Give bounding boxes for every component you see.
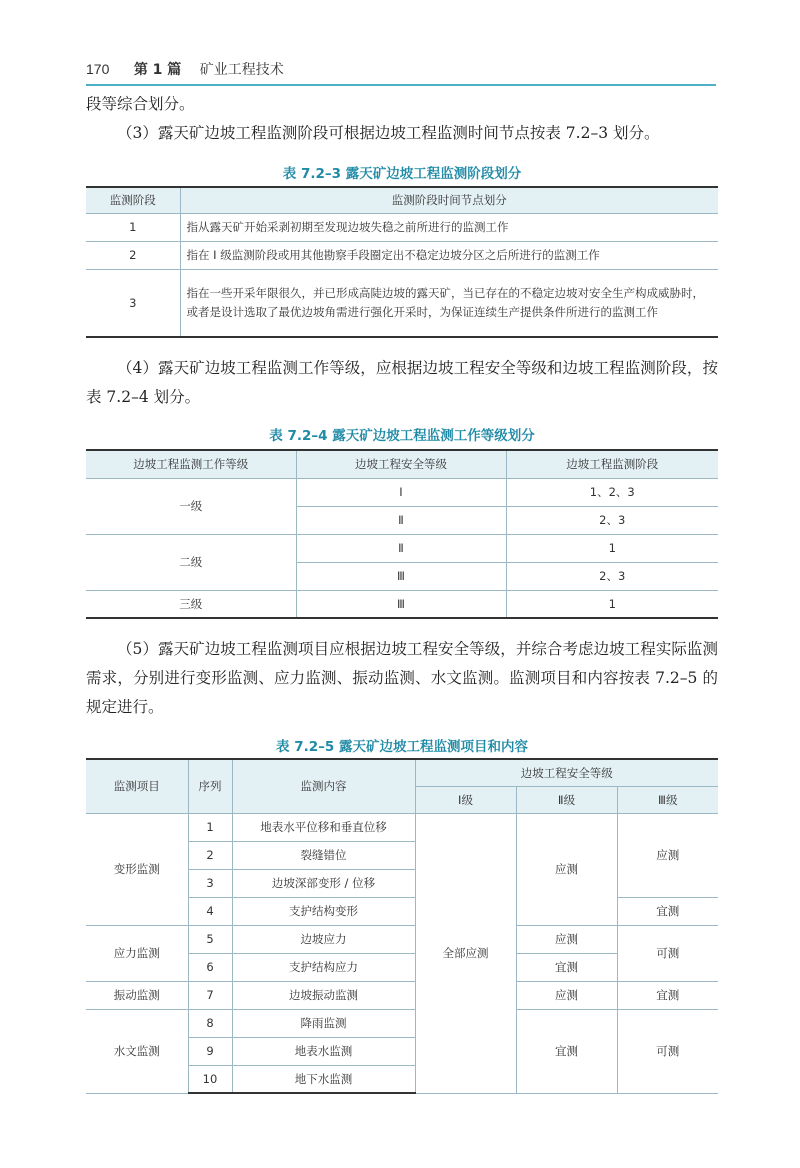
stage-cell: 2、3: [506, 506, 718, 534]
item-cell: 水文监测: [86, 1009, 188, 1093]
desc-cell: 指在一些开采年限很久，并已形成高陡边坡的露天矿，当已存在的不稳定边坡对安全生产构成威胁时，或者是设计选取了最优边坡角需进行强化开采时，为保证连续生产提供条件所进行的监测工作: [180, 269, 718, 337]
seq-cell: 2: [188, 841, 232, 869]
item-cell: 振动监测: [86, 981, 188, 1009]
seq-cell: 8: [188, 1009, 232, 1037]
table-header-cell: Ⅱ级: [516, 786, 617, 813]
table-7-2-4: [86, 449, 718, 619]
content-cell: 降雨监测: [232, 1009, 415, 1037]
seq-cell: 10: [188, 1065, 232, 1093]
g2-cell: 应测: [516, 813, 617, 925]
safety-cell: Ⅱ: [296, 506, 506, 534]
seq-cell: 9: [188, 1037, 232, 1065]
content-cell: 边坡振动监测: [232, 981, 415, 1009]
content-cell: 地下水监测: [232, 1065, 415, 1093]
grade-cell: 三级: [86, 590, 296, 618]
table-header-cell: 监测阶段时间节点划分: [180, 187, 718, 213]
seq-cell: 4: [188, 897, 232, 925]
content-cell: 裂缝错位: [232, 841, 415, 869]
seq-cell: 3: [188, 869, 232, 897]
table-header-cell: 边坡工程安全等级: [296, 450, 506, 478]
item-cell: 应力监测: [86, 925, 188, 981]
part-label: 第 1 篇: [133, 62, 182, 78]
stage-cell: 1: [506, 590, 718, 618]
stage-cell: 3: [86, 269, 180, 337]
table-7-2-5: [86, 758, 718, 1094]
table-header-cell: 监测内容: [232, 759, 415, 813]
g2-cell: 应测: [516, 981, 617, 1009]
g3-cell: 可测: [617, 925, 718, 981]
table-row: [86, 1009, 718, 1037]
content-cell: 边坡深部变形 / 位移: [232, 869, 415, 897]
stage-cell: 2: [86, 241, 180, 269]
table-row: [86, 534, 718, 562]
content-cell: 支护结构应力: [232, 953, 415, 981]
table-row: [86, 925, 718, 953]
table-header-cell: 监测阶段: [86, 187, 180, 213]
table-7-2-3: [86, 186, 718, 338]
seq-cell: 7: [188, 981, 232, 1009]
table-7-2-5-caption: 表 7.2–5 露天矿边坡工程监测项目和内容: [276, 739, 528, 755]
table-header-cell: Ⅰ级: [415, 786, 516, 813]
desc-cell: 指在 Ⅰ 级监测阶段或用其他勘察手段圈定出不稳定边坡分区之后所进行的监测工作: [180, 241, 718, 269]
seq-cell: 6: [188, 953, 232, 981]
desc-cell: 指从露天矿开始采剥初期至发现边坡失稳之前所进行的监测工作: [180, 213, 718, 241]
paragraph-3: （3）露天矿边坡工程监测阶段可根据边坡工程监测时间节点按表 7.2–3 划分。: [117, 124, 660, 142]
g3-cell: 可测: [617, 1009, 718, 1093]
book-title: 矿业工程技术: [199, 62, 284, 78]
table-header-cell: 边坡工程安全等级: [415, 759, 718, 786]
table-row: [86, 813, 718, 841]
table-header-cell: 序列: [188, 759, 232, 813]
safety-cell: Ⅲ: [296, 590, 506, 618]
table-header-cell: 监测项目: [86, 759, 188, 813]
table-row: [86, 241, 718, 269]
paragraph-5: （5）露天矿边坡工程监测项目应根据边坡工程安全等级，并综合考虑边坡工程实际监测需求，分别进行变形监测、应力监测、振动监测、水文监测。监测项目和内容按表 7.2–5 的规定进行。: [86, 640, 718, 716]
g1-cell: 全部应测: [415, 813, 516, 1093]
page-header: [86, 54, 716, 86]
table-7-2-3-caption: 表 7.2–3 露天矿边坡工程监测阶段划分: [282, 166, 522, 182]
grade-cell: 二级: [86, 534, 296, 590]
content-cell: 支护结构变形: [232, 897, 415, 925]
table-7-2-4-caption: 表 7.2–4 露天矿边坡工程监测工作等级划分: [269, 428, 535, 444]
g2-cell: 宜测: [516, 953, 617, 981]
stage-cell: 1: [86, 213, 180, 241]
content-cell: 地表水监测: [232, 1037, 415, 1065]
table-row: [86, 590, 718, 618]
table-row: [86, 269, 718, 337]
paragraph-continuation: 段等综合划分。: [86, 95, 195, 113]
content-cell: 地表水平位移和垂直位移: [232, 813, 415, 841]
seq-cell: 5: [188, 925, 232, 953]
g3-cell: 宜测: [617, 897, 718, 925]
g2-cell: 宜测: [516, 1009, 617, 1093]
table-row: [86, 981, 718, 1009]
g3-cell: 应测: [617, 813, 718, 897]
page-number: 170: [86, 61, 110, 77]
grade-cell: 一级: [86, 478, 296, 534]
g2-cell: 应测: [516, 925, 617, 953]
g3-cell: 宜测: [617, 981, 718, 1009]
stage-cell: 2、3: [506, 562, 718, 590]
table-header-cell: 边坡工程监测工作等级: [86, 450, 296, 478]
paragraph-4: （4）露天矿边坡工程监测工作等级，应根据边坡工程安全等级和边坡工程监测阶段，按表 7.2–4 划分。: [86, 359, 718, 406]
table-header-cell: Ⅲ级: [617, 786, 718, 813]
table-row: [86, 213, 718, 241]
stage-cell: 1、2、3: [506, 478, 718, 506]
seq-cell: 1: [188, 813, 232, 841]
item-cell: 变形监测: [86, 813, 188, 925]
table-row: [86, 478, 718, 506]
safety-cell: Ⅲ: [296, 562, 506, 590]
safety-cell: Ⅱ: [296, 534, 506, 562]
table-header-cell: 边坡工程监测阶段: [506, 450, 718, 478]
safety-cell: Ⅰ: [296, 478, 506, 506]
stage-cell: 1: [506, 534, 718, 562]
content-cell: 边坡应力: [232, 925, 415, 953]
